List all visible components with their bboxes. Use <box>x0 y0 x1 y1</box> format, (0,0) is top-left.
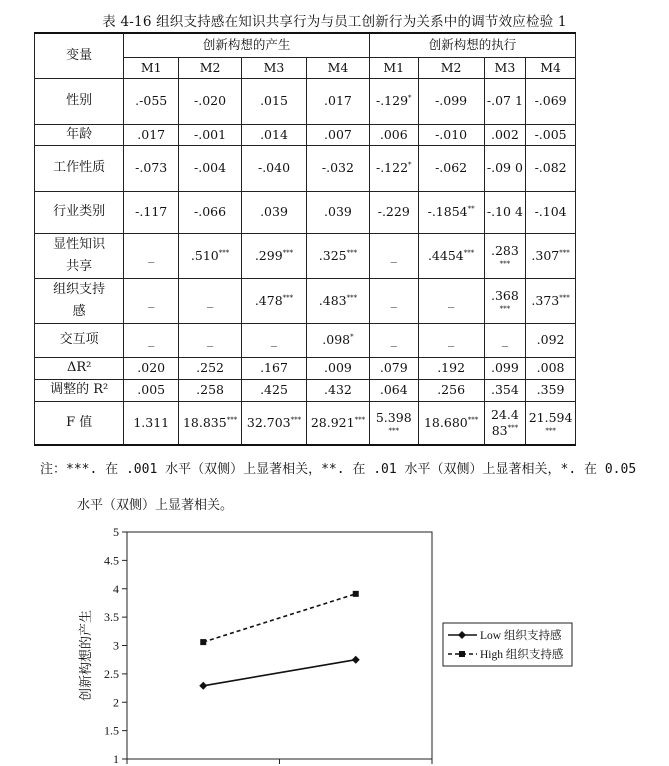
table-cell <box>526 145 576 191</box>
cell-value: .510 <box>190 247 219 263</box>
table-cell <box>526 278 576 323</box>
cell-value: _ <box>447 332 455 347</box>
significance-stars: *** <box>507 423 519 432</box>
table-cell <box>306 379 369 401</box>
row-label-line: 组织支持 <box>53 281 106 297</box>
row-label <box>35 233 124 278</box>
variable-header: 变量 <box>35 33 124 78</box>
table-row <box>35 357 576 379</box>
table-cell <box>242 357 307 379</box>
cell-value: .478 <box>254 292 283 308</box>
cell-value: .008 <box>536 360 565 375</box>
table-cell <box>124 233 179 278</box>
significance-stars: *** <box>218 248 230 257</box>
significance-stars: *** <box>354 415 366 424</box>
cell-value: -.122 <box>375 160 409 175</box>
table-cell <box>526 401 576 445</box>
table-cell <box>179 278 242 323</box>
cell-value: .092 <box>536 332 565 347</box>
table-cell <box>526 78 576 124</box>
cell-value: 1.311 <box>133 414 170 430</box>
data-point <box>200 639 206 645</box>
cell-value: .079 <box>379 360 408 375</box>
cell-value: .099 <box>490 360 519 375</box>
cell-value: -.1854 <box>427 204 468 219</box>
cell-value: -.005 <box>534 126 567 142</box>
cell-value: .354 <box>490 382 519 397</box>
table-cell <box>124 401 179 445</box>
cell-value: .192 <box>437 360 466 375</box>
cell-value: 24.4 83 <box>490 406 519 438</box>
cell-value: .017 <box>137 126 166 142</box>
table-row <box>35 191 576 233</box>
table-cell <box>526 379 576 401</box>
table-cell <box>306 233 369 278</box>
significance-stars: *** <box>559 293 570 302</box>
table-cell <box>369 124 418 145</box>
cell-value: _ <box>501 332 509 347</box>
cell-value: .425 <box>260 382 288 397</box>
cell-value: .009 <box>324 360 352 375</box>
moderation-line-chart <box>0 510 669 766</box>
table-row <box>35 379 576 401</box>
table-cell <box>242 145 307 191</box>
table-cell <box>306 278 369 323</box>
cell-value: 28.921 <box>310 414 355 430</box>
table-cell <box>124 124 179 145</box>
row-label <box>35 323 124 357</box>
table-cell <box>124 357 179 379</box>
data-point <box>353 591 359 597</box>
cell-value: -.07 1 <box>486 93 523 108</box>
table-cell <box>179 357 242 379</box>
table-cell <box>179 78 242 124</box>
table-cell <box>484 233 526 278</box>
cell-value: .4454 <box>427 247 464 263</box>
cell-value: _ <box>390 292 397 308</box>
cell-value: 21.594 <box>528 409 573 425</box>
table-cell <box>369 323 418 357</box>
significance-stars: *** <box>226 415 238 424</box>
cell-value: .359 <box>536 382 565 397</box>
table-cell <box>369 233 418 278</box>
table-cell <box>484 357 526 379</box>
row-label <box>35 145 124 191</box>
row-label-line: 显性知识 <box>53 236 106 252</box>
note-line-1: 注：***. 在 .001 水平（双侧）上显著相关，**. 在 .01 水平（双侧）上显著相关，*. 在 0.05 <box>40 462 637 477</box>
row-label-line: 交互项 <box>59 332 99 347</box>
table-cell <box>179 323 242 357</box>
table-cell <box>526 124 576 145</box>
table-cell <box>418 401 484 445</box>
table-row <box>35 323 576 357</box>
group-header: 创新构想的执行 <box>369 33 575 57</box>
model-header: M2 <box>179 57 242 78</box>
series-line-low <box>203 660 356 686</box>
cell-value: 32.703 <box>246 414 291 430</box>
cell-value: _ <box>390 332 397 347</box>
cell-value: .283 <box>490 242 519 258</box>
model-header: M2 <box>418 57 484 78</box>
table-cell <box>124 145 179 191</box>
table-cell <box>484 379 526 401</box>
cell-value: .432 <box>324 382 352 397</box>
significance-stars: *** <box>559 248 570 257</box>
table-cell <box>418 145 484 191</box>
significance-stars: ** <box>467 204 475 213</box>
table-cell <box>242 233 307 278</box>
row-label <box>35 191 124 233</box>
regression-table <box>34 32 576 446</box>
significance-stars: *** <box>467 415 479 424</box>
table-row <box>35 145 576 191</box>
cell-value: 18.680 <box>423 414 468 430</box>
table-cell <box>369 78 418 124</box>
series-line-high <box>203 594 356 642</box>
table-cell <box>484 124 526 145</box>
table-cell <box>242 191 307 233</box>
y-tick-label: 4.5 <box>104 553 119 568</box>
table-cell <box>242 78 307 124</box>
table-cell <box>484 78 526 124</box>
cell-value: -.099 <box>435 93 468 108</box>
table-cell <box>418 191 484 233</box>
y-tick-label: 1 <box>113 752 119 766</box>
table-cell <box>484 323 526 357</box>
table-cell <box>179 145 242 191</box>
table-cell <box>306 191 369 233</box>
table-cell <box>418 323 484 357</box>
cell-value: 5.398 <box>375 409 412 425</box>
significance-stars: *** <box>290 415 302 424</box>
table-cell <box>124 191 179 233</box>
cell-value: .007 <box>324 126 352 142</box>
model-header: M4 <box>306 57 369 78</box>
table-cell <box>418 379 484 401</box>
model-header: M4 <box>526 57 576 78</box>
model-header: M1 <box>124 57 179 78</box>
table-cell <box>418 78 484 124</box>
table-cell <box>418 278 484 323</box>
group-header: 创新构想的产生 <box>124 33 370 57</box>
cell-value: -.104 <box>534 204 567 219</box>
cell-value: -.010 <box>435 126 468 142</box>
cell-value: -.229 <box>377 204 410 219</box>
table-cell <box>484 401 526 445</box>
cell-value: .064 <box>379 382 408 397</box>
cell-value: .299 <box>254 247 283 263</box>
table-cell <box>369 191 418 233</box>
cell-value: -.082 <box>534 160 567 175</box>
plot-area <box>127 532 432 759</box>
cell-value: .258 <box>196 382 224 397</box>
y-axis-label: 创新构想的产生 <box>78 609 93 702</box>
table-cell <box>179 124 242 145</box>
table-cell <box>179 401 242 445</box>
table-row <box>35 78 576 124</box>
table-cell <box>242 323 307 357</box>
significance-stars: * <box>350 332 354 341</box>
row-label <box>35 278 124 323</box>
significance-stars: *** <box>463 248 475 257</box>
cell-value: _ <box>447 292 455 308</box>
significance-stars: *** <box>282 293 294 302</box>
row-label <box>35 124 124 145</box>
cell-value: -.062 <box>435 160 468 175</box>
note-line-2: 水平（双侧）上显著相关。 <box>77 498 234 513</box>
cell-value: -.129 <box>375 93 409 108</box>
cell-value: _ <box>148 247 155 263</box>
cell-value: -.073 <box>135 160 168 175</box>
cell-value: -.066 <box>194 204 227 219</box>
table-cell <box>179 379 242 401</box>
cell-value: -.09 0 <box>486 160 523 175</box>
table-caption: 表 4-16 组织支持感在知识共享行为与员工创新行为关系中的调节效应检验 1 <box>102 14 567 30</box>
table-row <box>35 233 576 278</box>
row-label <box>35 401 124 445</box>
table-cell <box>179 233 242 278</box>
table-cell <box>306 357 369 379</box>
table-cell <box>124 379 179 401</box>
cell-value: -.004 <box>194 160 227 175</box>
cell-value: _ <box>206 292 214 308</box>
table-cell <box>306 323 369 357</box>
cell-value: .256 <box>437 382 466 397</box>
table-cell <box>242 124 307 145</box>
y-tick-label: 3.5 <box>104 610 119 625</box>
table-cell <box>526 323 576 357</box>
cell-value: .015 <box>260 93 288 108</box>
y-tick-label: 5 <box>113 525 119 539</box>
y-tick-label: 3 <box>113 638 119 653</box>
row-label-line: 调整的 R² <box>50 382 109 397</box>
row-label-line: 感 <box>72 303 86 319</box>
cell-value: .039 <box>260 204 288 219</box>
row-label <box>35 379 124 401</box>
table-cell <box>242 278 307 323</box>
cell-value: -.001 <box>194 126 227 142</box>
cell-value: -.040 <box>257 160 291 175</box>
table-row <box>35 124 576 145</box>
row-label-line: 年龄 <box>66 126 93 142</box>
table-cell <box>124 278 179 323</box>
cell-value: .006 <box>379 126 408 142</box>
y-tick-label: 4 <box>113 581 119 596</box>
cell-value: .020 <box>137 360 166 375</box>
cell-value: 18.835 <box>182 414 227 430</box>
legend-marker <box>459 651 465 657</box>
table-cell <box>526 191 576 233</box>
cell-value: .017 <box>324 93 352 108</box>
table-cell <box>484 191 526 233</box>
significance-stars: *** <box>499 304 511 313</box>
table-cell <box>179 191 242 233</box>
table-cell <box>306 78 369 124</box>
table-cell <box>306 401 369 445</box>
significance-stars: *** <box>388 426 400 435</box>
model-header: M1 <box>369 57 418 78</box>
row-label-line: ΔR² <box>66 360 92 375</box>
row-label <box>35 78 124 124</box>
table-cell <box>242 379 307 401</box>
y-tick-label: 2 <box>113 695 119 710</box>
legend-label: High 组织支持感 <box>480 649 564 661</box>
data-point <box>352 656 360 664</box>
table-cell <box>369 401 418 445</box>
table-cell <box>306 124 369 145</box>
significance-stars: *** <box>346 248 358 257</box>
cell-value: _ <box>206 332 214 347</box>
table-cell <box>242 401 307 445</box>
table-cell <box>484 278 526 323</box>
cell-value: _ <box>390 247 397 263</box>
cell-value: .002 <box>490 126 519 142</box>
cell-value: .368 <box>490 287 519 303</box>
cell-value: _ <box>148 292 155 308</box>
significance-stars: *** <box>282 248 294 257</box>
legend-label: Low 组织支持感 <box>480 630 562 642</box>
table-cell <box>418 357 484 379</box>
table-cell <box>526 357 576 379</box>
cell-value: -.032 <box>321 160 354 175</box>
cell-value: _ <box>148 332 155 347</box>
table-cell <box>306 145 369 191</box>
table-cell <box>418 124 484 145</box>
cell-value: .098 <box>322 332 351 347</box>
row-label-line: F 值 <box>66 414 93 430</box>
cell-value: .014 <box>260 126 288 142</box>
significance-stars: * <box>408 93 412 102</box>
row-label-line: 共享 <box>66 258 93 274</box>
cell-value: .039 <box>324 204 352 219</box>
table-cell <box>124 323 179 357</box>
cell-value: .005 <box>137 382 166 397</box>
significance-stars: *** <box>346 293 358 302</box>
cell-value: .373 <box>531 292 560 308</box>
cell-value: _ <box>270 332 278 347</box>
y-tick-label: 1.5 <box>104 723 119 738</box>
significance-stars: *** <box>499 259 511 268</box>
cell-value: -.10 4 <box>486 204 523 219</box>
cell-value: -.069 <box>534 93 567 108</box>
table-cell <box>526 233 576 278</box>
table-cell <box>124 78 179 124</box>
cell-value: .252 <box>196 360 224 375</box>
row-label-line: 性别 <box>66 93 93 108</box>
cell-value: .-055 <box>135 93 168 108</box>
table-cell <box>369 357 418 379</box>
row-label <box>35 357 124 379</box>
table-row <box>35 278 576 323</box>
cell-value: .325 <box>318 247 347 263</box>
table-row <box>35 401 576 445</box>
table-cell <box>369 379 418 401</box>
table-cell <box>484 145 526 191</box>
significance-stars: *** <box>545 426 556 435</box>
significance-stars: * <box>408 160 412 169</box>
model-header: M3 <box>484 57 526 78</box>
cell-value: .483 <box>318 292 347 308</box>
cell-value: -.117 <box>135 204 168 219</box>
cell-value: .167 <box>260 360 288 375</box>
y-tick-label: 2.5 <box>104 666 119 681</box>
data-point <box>199 682 207 690</box>
table-cell <box>369 278 418 323</box>
row-label-line: 行业类别 <box>53 204 106 219</box>
cell-value: .307 <box>531 247 560 263</box>
row-label-line: 工作性质 <box>53 160 106 175</box>
cell-value: -.020 <box>194 93 227 108</box>
model-header: M3 <box>242 57 307 78</box>
table-cell <box>369 145 418 191</box>
table-cell <box>418 233 484 278</box>
